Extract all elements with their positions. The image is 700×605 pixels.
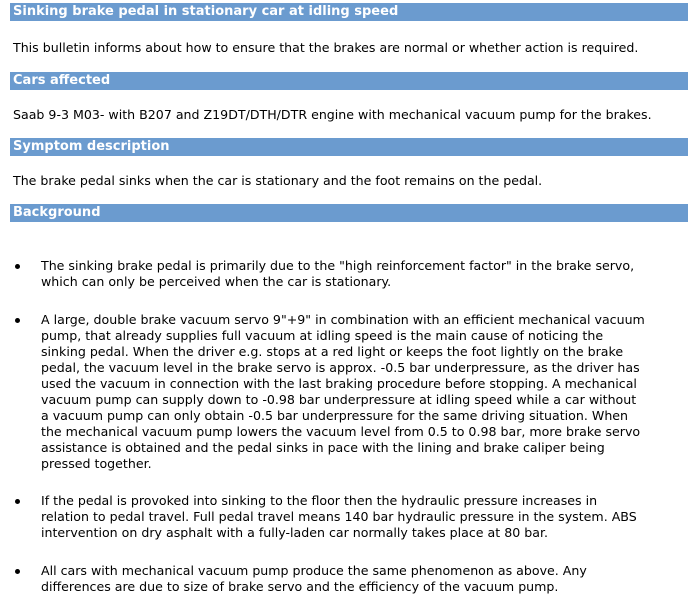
bullet-icon [15,569,20,574]
list-item-text: The sinking brake pedal is primarily due to the "high reinforcement factor" in the brake servo, which can only be perceived when the car is stationary. [41,258,635,289]
bullet-icon [15,318,20,323]
bulletin-title: Sinking brake pedal in stationary car at idling speed [10,3,688,21]
symptom-text: The brake pedal sinks when the car is stationary and the foot remains on the pedal. [13,173,543,188]
section-heading-symptom: Symptom description [10,138,688,156]
section-heading-background: Background [10,204,688,222]
section-heading-cars-affected: Cars affected [10,72,688,90]
intro-text: This bulletin informs about how to ensure that the brakes are normal or whether action is required. [13,40,639,55]
cars-affected-text: Saab 9-3 M03- with B207 and Z19DT/DTH/DTR engine with mechanical vacuum pump for the brakes. [13,107,652,122]
list-item-text: A large, double brake vacuum servo 9"+9" in combination with an efficient mechanical vacuum pump, that already supplies full vacuum at idling speed is the main cause of noticing the sinking pedal. When the driver e.g. stops at a red light or keeps the foot lightly on the brake pedal, the vacuum level in the brake servo is approx. -0.5 bar underpressure, as the driver has used the vacuum in connection with the last braking procedure before stopping. A mechanical vacuum pump can supply down to -0.98 bar underpressure at idling speed while a car without a vacuum pump can only obtain -0.5 bar underpressure for the same driving situation. When the mechanical vacuum pump lowers the vacuum level from 0.5 to 0.98 bar, more brake servo assistance is obtained and the pedal sinks in pace with the lining and brake caliper being pressed together. [41,312,645,471]
list-item-text: All cars with mechanical vacuum pump produce the same phenomenon as above. Any differences are due to size of brake servo and the efficiency of the vacuum pump. [41,563,587,594]
bullet-icon [15,499,20,504]
bullet-icon [15,264,20,269]
list-item-text: If the pedal is provoked into sinking to the floor then the hydraulic pressure increases in relation to pedal travel. Full pedal travel means 140 bar hydraulic pressure in the system. ABS intervention on dry asphalt with a fully-laden car normally takes place at 80 bar. [41,493,637,540]
